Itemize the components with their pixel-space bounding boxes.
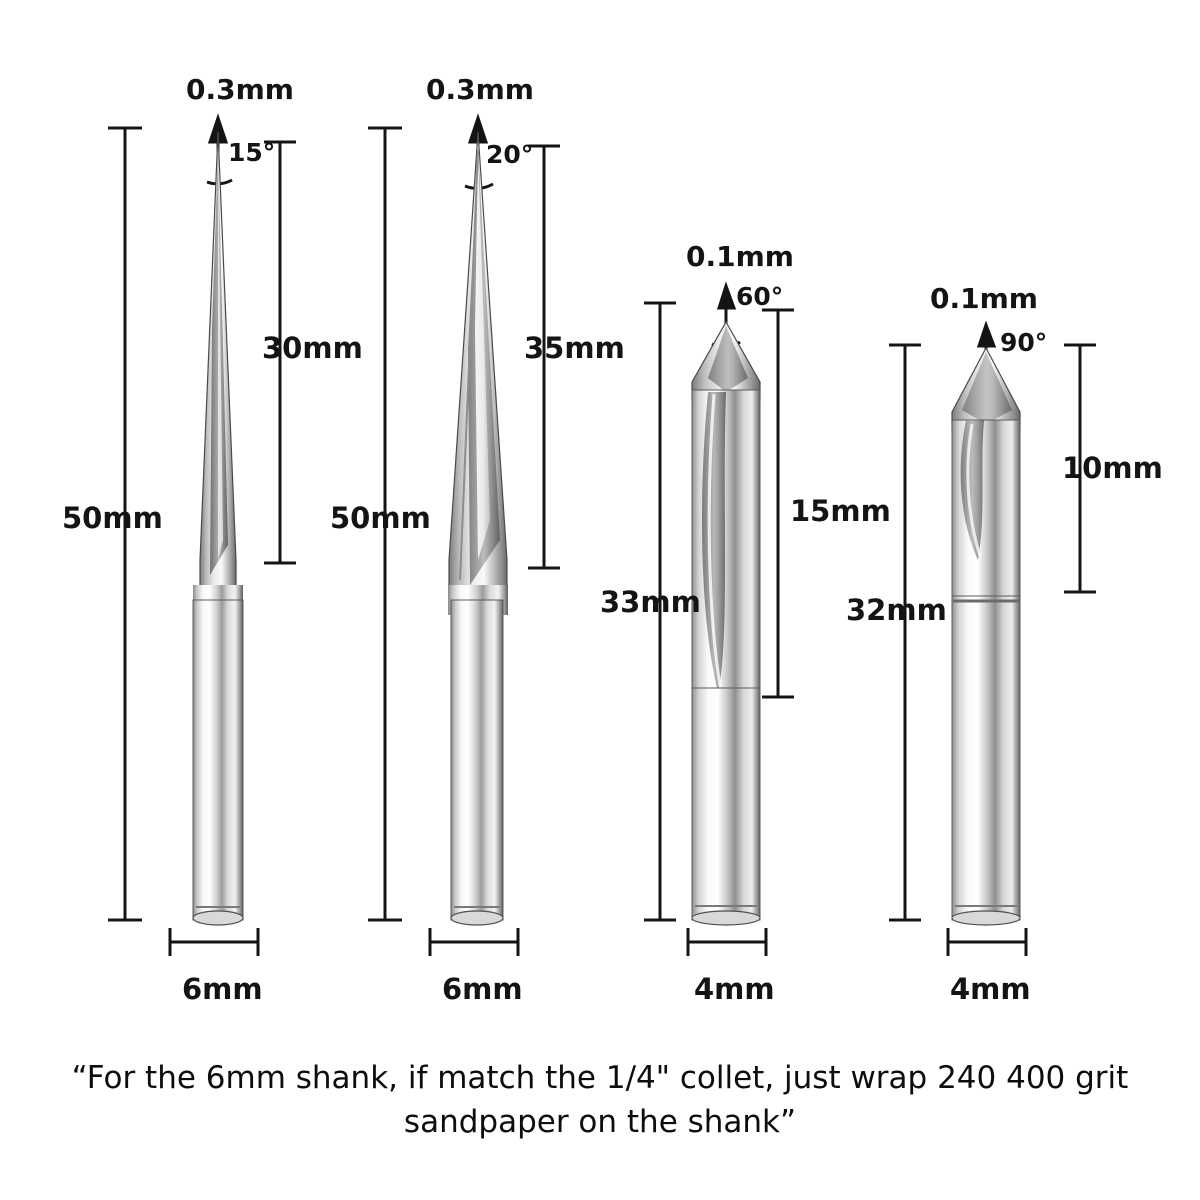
bit-2-shank-end bbox=[451, 911, 503, 925]
bit-2-total-length-label: 50mm bbox=[330, 501, 431, 535]
bit-2-shank-diameter-dimension bbox=[430, 928, 518, 956]
bit-3-tip-diameter-label: 0.1mm bbox=[686, 240, 794, 273]
bit-3-shank bbox=[692, 688, 760, 920]
bit-1-shank-end bbox=[193, 911, 243, 925]
bit-3-shank-end bbox=[692, 911, 760, 925]
bit-4-shank-diameter-label: 4mm bbox=[950, 972, 1031, 1006]
bit-4-total-length-label: 32mm bbox=[846, 593, 947, 627]
bit-3-shank-diameter-label: 4mm bbox=[694, 972, 775, 1006]
bit-1-tip-diameter-label: 0.3mm bbox=[186, 73, 294, 106]
bit-1-shank-diameter-dimension bbox=[170, 928, 258, 956]
bit-2-shank-diameter-label: 6mm bbox=[442, 972, 523, 1006]
bit-4-drawing bbox=[820, 0, 1160, 1030]
bit-1-shank-diameter-label: 6mm bbox=[182, 972, 263, 1006]
bit-4-flute-length-label: 10mm bbox=[1062, 451, 1163, 485]
bit-3-flute-length-label: 15mm bbox=[790, 494, 891, 528]
bit-4-shank-end bbox=[952, 911, 1020, 925]
bit-4-tip-diameter-label: 0.1mm bbox=[930, 282, 1038, 315]
bit-3-total-length-label: 33mm bbox=[600, 585, 701, 619]
bit-2-flute-length-label: 35mm bbox=[524, 331, 625, 365]
bit-4-angle-label: 90° bbox=[1000, 328, 1048, 357]
bit-2-tip-diameter-label: 0.3mm bbox=[426, 73, 534, 106]
bit-1-angle-label: 15° bbox=[228, 138, 276, 167]
bit-4-shank-diameter-dimension bbox=[948, 928, 1026, 956]
bit-3-shank-diameter-dimension bbox=[688, 928, 766, 956]
bit-3-angle-label: 60° bbox=[736, 282, 784, 311]
bit-4-total-length-dimension bbox=[889, 345, 921, 920]
bit-2-shank bbox=[451, 600, 503, 920]
bit-3-tip-leader bbox=[719, 286, 734, 325]
bit-3-flute-body bbox=[692, 390, 760, 695]
shank-note-caption: “For the 6mm shank, if match the 1/4" collet, just wrap 240 400 grit sandpaper on the shank” bbox=[71, 1060, 1129, 1141]
bit-1-total-length-label: 50mm bbox=[62, 501, 163, 535]
bit-1-shank bbox=[193, 600, 243, 920]
bit-2-angle-label: 20° bbox=[486, 140, 534, 169]
bit-4-shank bbox=[952, 596, 1020, 920]
bit-1-flute-length-label: 30mm bbox=[262, 331, 363, 365]
